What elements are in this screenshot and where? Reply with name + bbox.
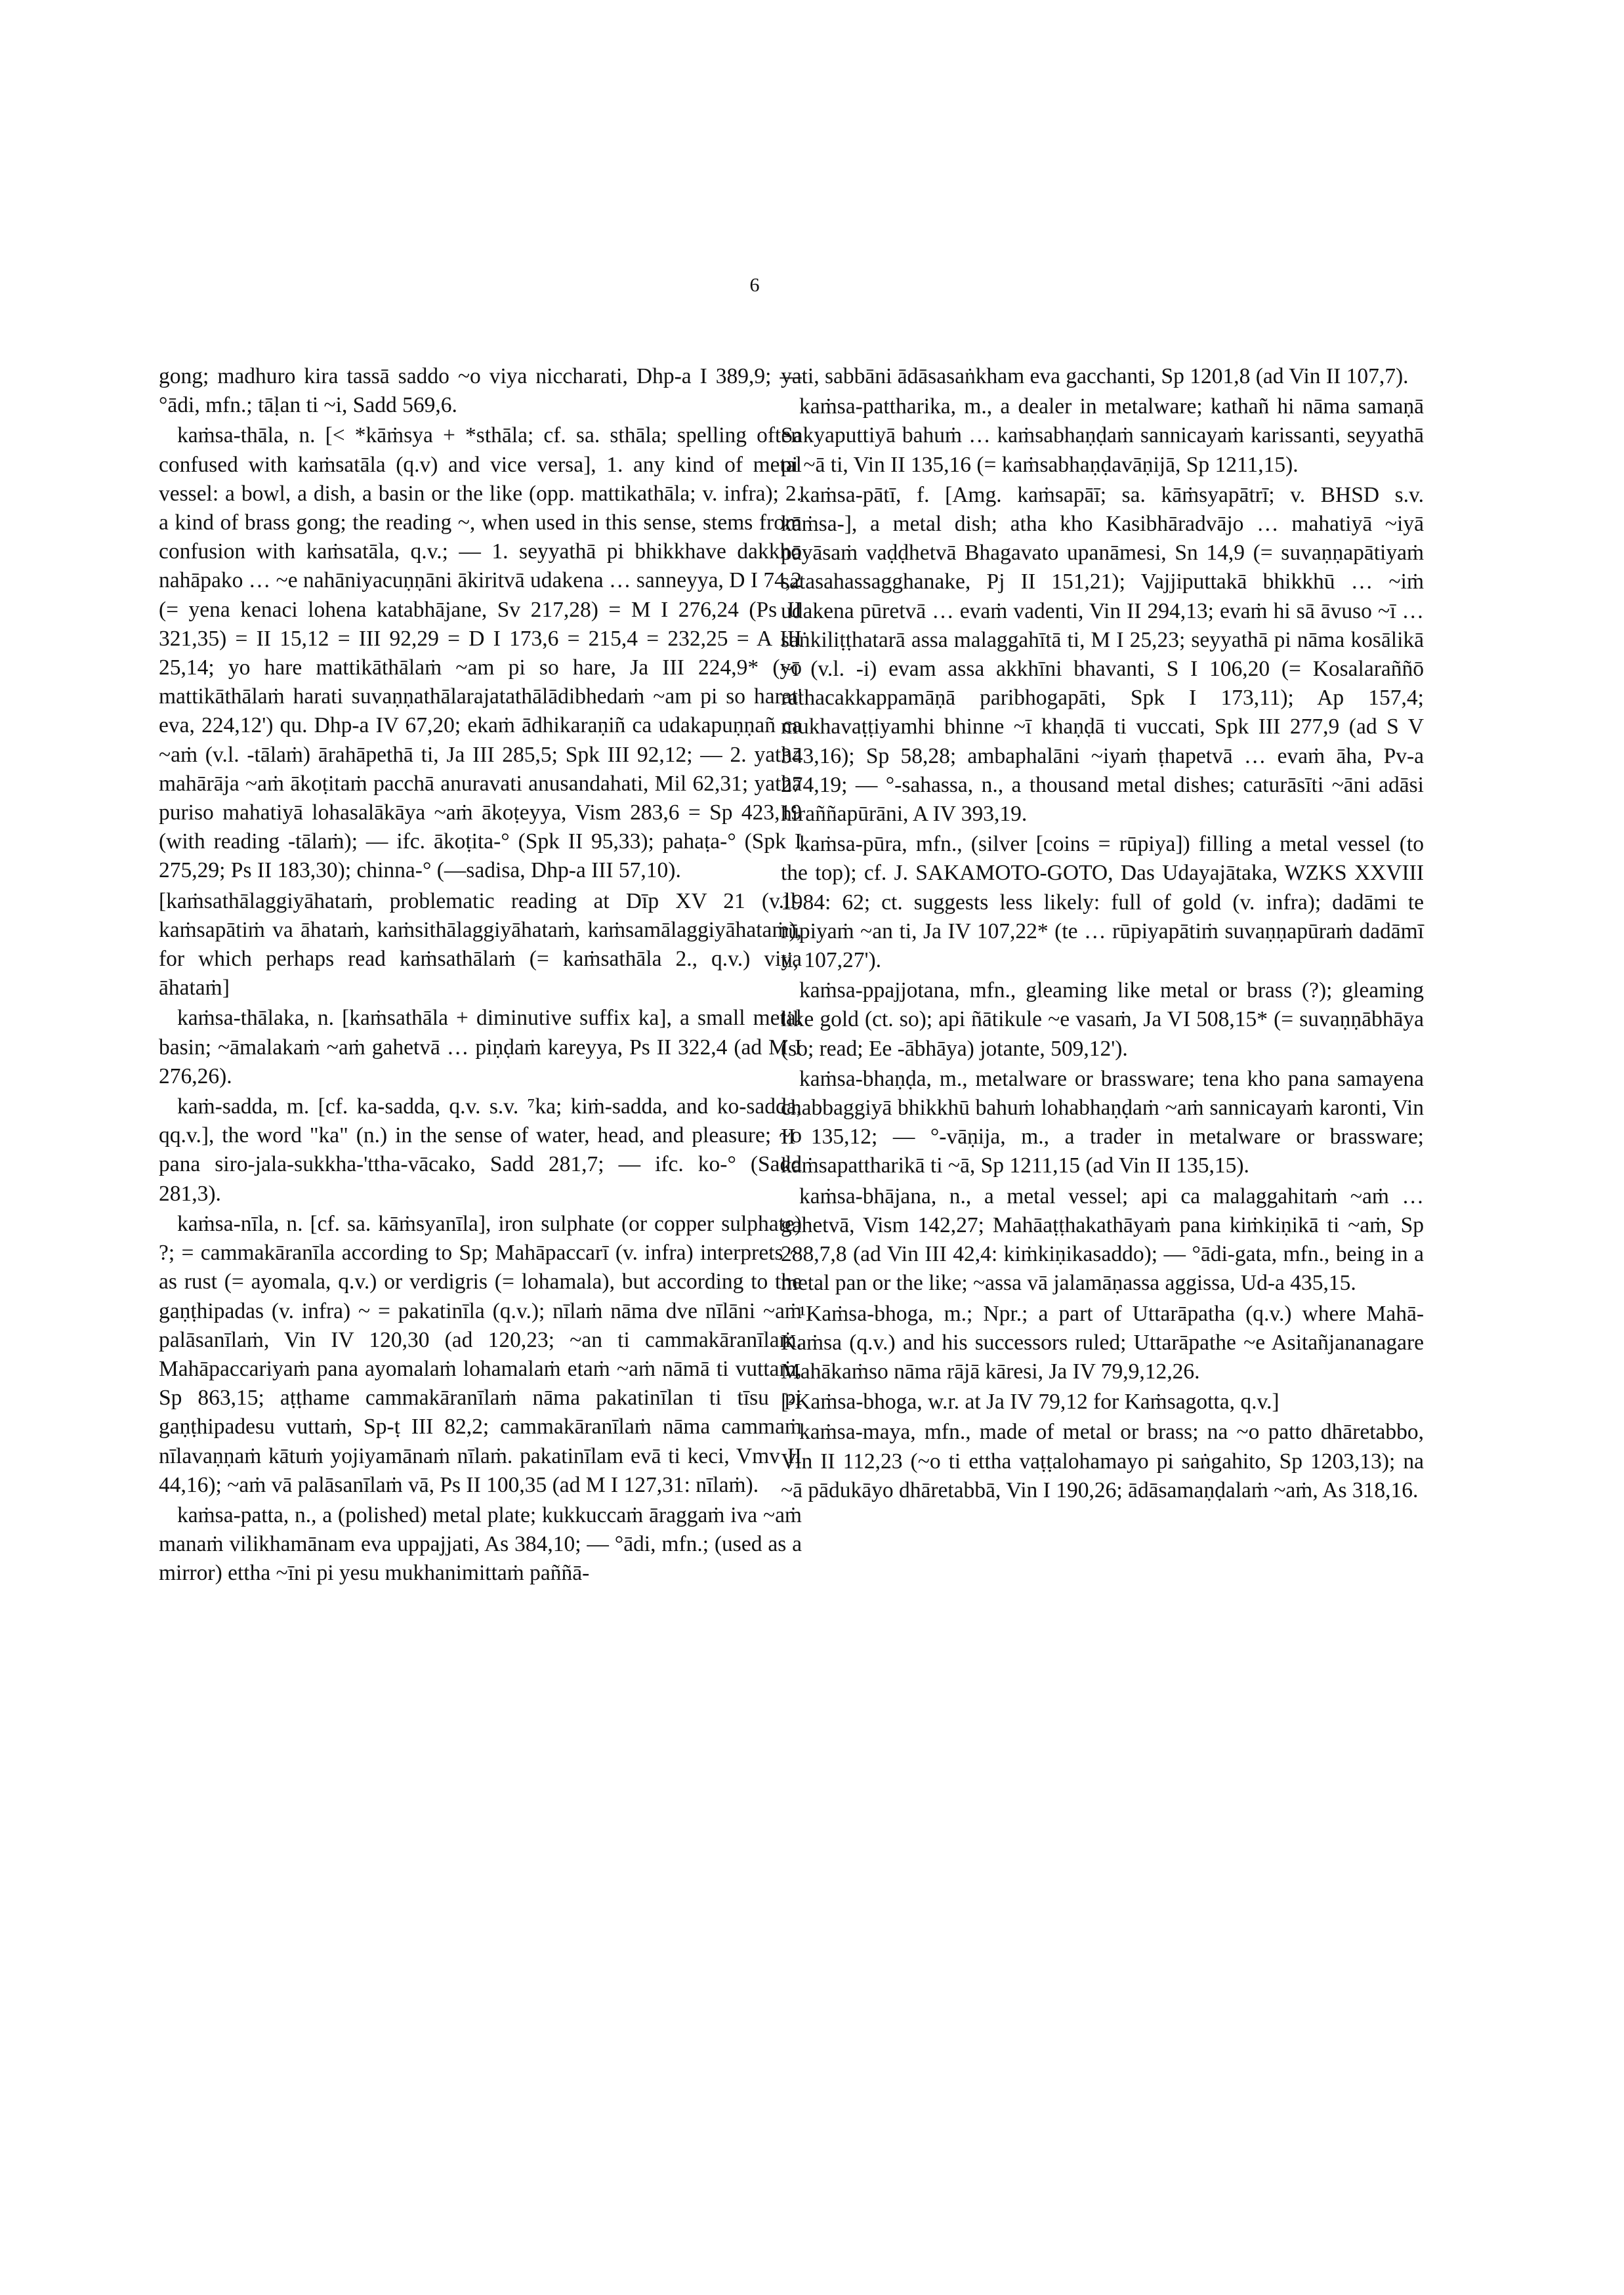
right-column	[781, 362, 1424, 1506]
page-number: 6	[749, 274, 760, 296]
dictionary-entry: kaṁsa-thāla, n. [< *kāṁsya + *sthāla; cf. sa. sthāla; spelling often confused with kaṁsatāla (q.v) and vice versa], 1. any kind of metal vessel: a bowl, a dish, a basin or the like (opp. mattikathāla; v. infra); 2. a kind of brass gong; the reading ~, when used in this sense, stems from confusion with kaṁsatāla, q.v.; — 1. seyyathā pi bhikkhave dakkho nahāpako … ~e nahāniyacuṇṇāni ākiritvā udakena … sanneyya, D I 74,2 (= yena kenaci lohena katabhājane, Sv 217,28) = M I 276,24 (Ps II 321,35) = II 15,12 = III 92,29 = D I 173,6 = 215,4 = 232,25 = A III 25,14; yo hare mattikāthālaṁ ~am pi so hare, Ja III 224,9* (yo mattikāthālaṁ harati suvaṇṇathālarajatathālādibhedaṁ ~am pi so harat' eva, 224,12') qu. Dhp-a IV 67,20; ekaṁ ādhikaraṇiñ ca udakapuṇṇañ ca ~aṁ (v.l. -tālaṁ) ārahāpethā ti, Ja III 285,5; Spk III 92,12; — 2. yathā mahārāja ~aṁ ākoṭitaṁ pacchā anuravati anusandahati, Mil 62,31; yathā puriso mahatiyā lohasalākāya ~aṁ ākoṭeyya, Vism 283,6 = Sp 423,19 (with reading -tālaṁ); — ifc. ākoṭita-° (Spk II 95,33); pahaṭa-° (Spk I 275,29; Ps II 183,30); chinna-° (—sadisa, Dhp-a III 57,10).	[159, 423, 802, 883]
dictionary-entry: [kaṁsathālaggiyāhataṁ, problematic reading at Dīp XV 21 (v.ll. kaṁsapātiṁ va āhataṁ, kaṁsithālaggiyāhataṁ, kaṁsamālaggiyāhataṁ), for which perhaps read kaṁsathālaṁ (= kaṁsathāla 2., q.v.) viya āhataṁ]	[159, 888, 802, 1001]
dictionary-entry: [²Kaṁsa-bhoga, w.r. at Ja IV 79,12 for Kaṁsagotta, q.v.]	[781, 1390, 1280, 1415]
dictionary-entry: kaṁsa-pattharika, m., a dealer in metalware; kathañ hi nāma samaṇā Sakyaputtiyā bahuṁ … kaṁsabhaṇḍaṁ sannicayaṁ karissanti, seyyathā pi ~ā ti, Vin II 135,16 (= kaṁsabhaṇḍavāṇijā, Sp 1211,15).	[781, 394, 1424, 477]
dictionary-entry: kaṁsa-bhaṇḍa, m., metalware or brassware; tena kho pana samayena chabbaggiyā bhikkhū bahuṁ lohabhaṇḍaṁ ~aṁ sannicayaṁ karonti, Vin II 135,12; — °-vāṇija, m., a trader in metalware or brassware; kaṁsapattharikā ti ~ā, Sp 1211,15 (ad Vin II 135,15).	[781, 1066, 1424, 1178]
dictionary-entry: kaṁsa-patta, n., a (polished) metal plate; kukkuccaṁ āraggaṁ iva ~aṁ manaṁ vilikhamānam eva uppajjati, As 384,10; — °ādi, mfn.; (used as a mirror) ettha ~īni pi yesu mukhanimittaṁ paññā-	[159, 1502, 802, 1586]
dictionary-entry: gong; madhuro kira tassā saddo ~o viya niccharati, Dhp-a I 389,9; — °ādi, mfn.; tāḷan ti ~i, Sadd 569,6.	[159, 364, 802, 418]
dictionary-entry: kaṁsa-thālaka, n. [kaṁsathāla + diminutive suffix ka], a small metal basin; ~āmalakaṁ ~aṁ gahetvā … piṇḍaṁ kareyya, Ps II 322,4 (ad M I 276,26).	[159, 1006, 802, 1088]
dictionary-entry: kaṁsa-ppajjotana, mfn., gleaming like metal or brass (?); gleaming like gold (ct. so); api ñātikule ~e vasaṁ, Ja VI 508,15* (= suvaṇṇābhāya (so; read; Ee -ābhāya) jotante, 509,12').	[781, 978, 1424, 1061]
dictionary-entry: ¹Kaṁsa-bhoga, m.; Npr.; a part of Uttarāpatha (q.v.) where Mahā-Kaṁsa (q.v.) and his successors ruled; Uttarāpathe ~e Asitañjananagare Mahākaṁso nāma rājā kāresi, Ja IV 79,9,12,26.	[781, 1301, 1424, 1384]
dictionary-entry: yati, sabbāni ādāsasaṅkham eva gacchanti, Sp 1201,8 (ad Vin II 107,7).	[781, 364, 1409, 388]
left-column	[159, 362, 802, 1590]
dictionary-entry: kaṁ-sadda, m. [cf. ka-sadda, q.v. s.v. ⁷ka; kiṁ-sadda, and ko-sadda, qq.v.], the word "ka" (n.) in the sense of water, head, and pleasure; ~o pana siro-jala-sukkha-'ttha-vācako, Sadd 281,7; — ifc. ko-° (Sadd 281,3).	[159, 1094, 802, 1206]
dictionary-entry: kaṁsa-pūra, mfn., (silver [coins = rūpiya]) filling a metal vessel (to the top); cf. J. SAKAMOTO-GOTO, Das Udayajātaka, WZKS XXVIII 1984: 62; ct. suggests less likely: full of gold (v. infra); dadāmi te rūpiyaṁ ~an ti, Ja IV 107,22* (te … rūpiyapātiṁ suvaṇṇapūraṁ dadāmī ti, 107,27').	[781, 832, 1424, 973]
dictionary-entry: kaṁsa-maya, mfn., made of metal or brass; na ~o patto dhāretabbo, Vin II 112,23 (~o ti ettha vaṭṭalohamayo pi saṅgahito, Sp 1203,13); na ~ā pādukāyo dhāretabbā, Vin I 190,26; ādāsamaṇḍalaṁ ~aṁ, As 318,16.	[781, 1420, 1424, 1502]
dictionary-entry: kaṁsa-pātī, f. [Amg. kaṁsapāī; sa. kāṁsyapātrī; v. BHSD s.v. kāṁsa-], a metal dish; atha kho Kasibhāradvājo … mahatiyā ~iyā pāyāsaṁ vaḍḍhetvā Bhagavato upanāmesi, Sn 14,9 (= suvaṇṇapātiyaṁ satasahassagghanake, Pj II 151,21); Vajjiputtakā bhikkhū … ~iṁ udakena pūretvā … evaṁ vadenti, Vin II 294,13; evaṁ hi sā āvuso ~ī … saṅkiliṭṭhatarā assa malaggahītā ti, M I 25,23; seyyathā pi nāma kosālikā ~ī (v.l. -i) evam assa akkhīni bhavanti, S I 106,20 (= Kosalaraññō rathacakkappamāṇā paribhogapāti, Spk I 173,11); Ap 157,4; mukhavaṭṭiyamhi bhinne ~ī khaṇḍā ti vuccati, Spk III 277,9 (ad S V 343,16); Sp 58,28; ambaphalāni ~iyaṁ ṭhapetvā … evaṁ āha, Pv-a 274,19; — °-sahassa, n., a thousand metal dishes; caturāsīti ~āni adāsi hiraññapūrāni, A IV 393,19.	[781, 482, 1424, 827]
dictionary-entry: kaṁsa-bhājana, n., a metal vessel; api ca malaggahitaṁ ~aṁ … gahetvā, Vism 142,27; Mahāaṭṭhakathāyaṁ pana kiṁkiṇikā ti ~aṁ, Sp 288,7,8 (ad Vin III 42,4: kiṁkiṇikasaddo); — °ādi-gata, mfn., being in a metal pan or the like; ~assa vā jalamāṇassa aggissa, Ud-a 435,15.	[781, 1184, 1424, 1296]
dictionary-entry: kaṁsa-nīla, n. [cf. sa. kāṁsyanīla], iron sulphate (or copper sulphate) ?; = cammakāranīla according to Sp; Mahāpaccarī (v. infra) interprets ~ as rust (= ayomala, q.v.) or verdigris (= lohamala), but according to the gaṇṭhipadas (v. infra) ~ = pakatinīla (q.v.); nīlaṁ nāma dve nīlāni ~aṁ palāsanīlaṁ, Vin IV 120,30 (ad 120,23; ~an ti cammakāranīlaṁ. Mahāpaccariyaṁ pana ayomalaṁ lohamalaṁ etaṁ ~aṁ nāmā ti vuttaṁ, Sp 863,15; aṭṭhame cammakāranīlaṁ nāma pakatinīlan ti tīsu pi gaṇṭhipadesu vuttaṁ, Sp-ṭ III 82,2; cammakāranīlaṁ nāma cammaṁ nīlavaṇṇaṁ kātuṁ yojiyamānaṁ nīlaṁ. pakatinīlam evā ti keci, Vmv II 44,16); ~aṁ vā palāsanīlaṁ vā, Ps II 100,35 (ad M I 127,31: nīlaṁ).	[159, 1211, 802, 1497]
